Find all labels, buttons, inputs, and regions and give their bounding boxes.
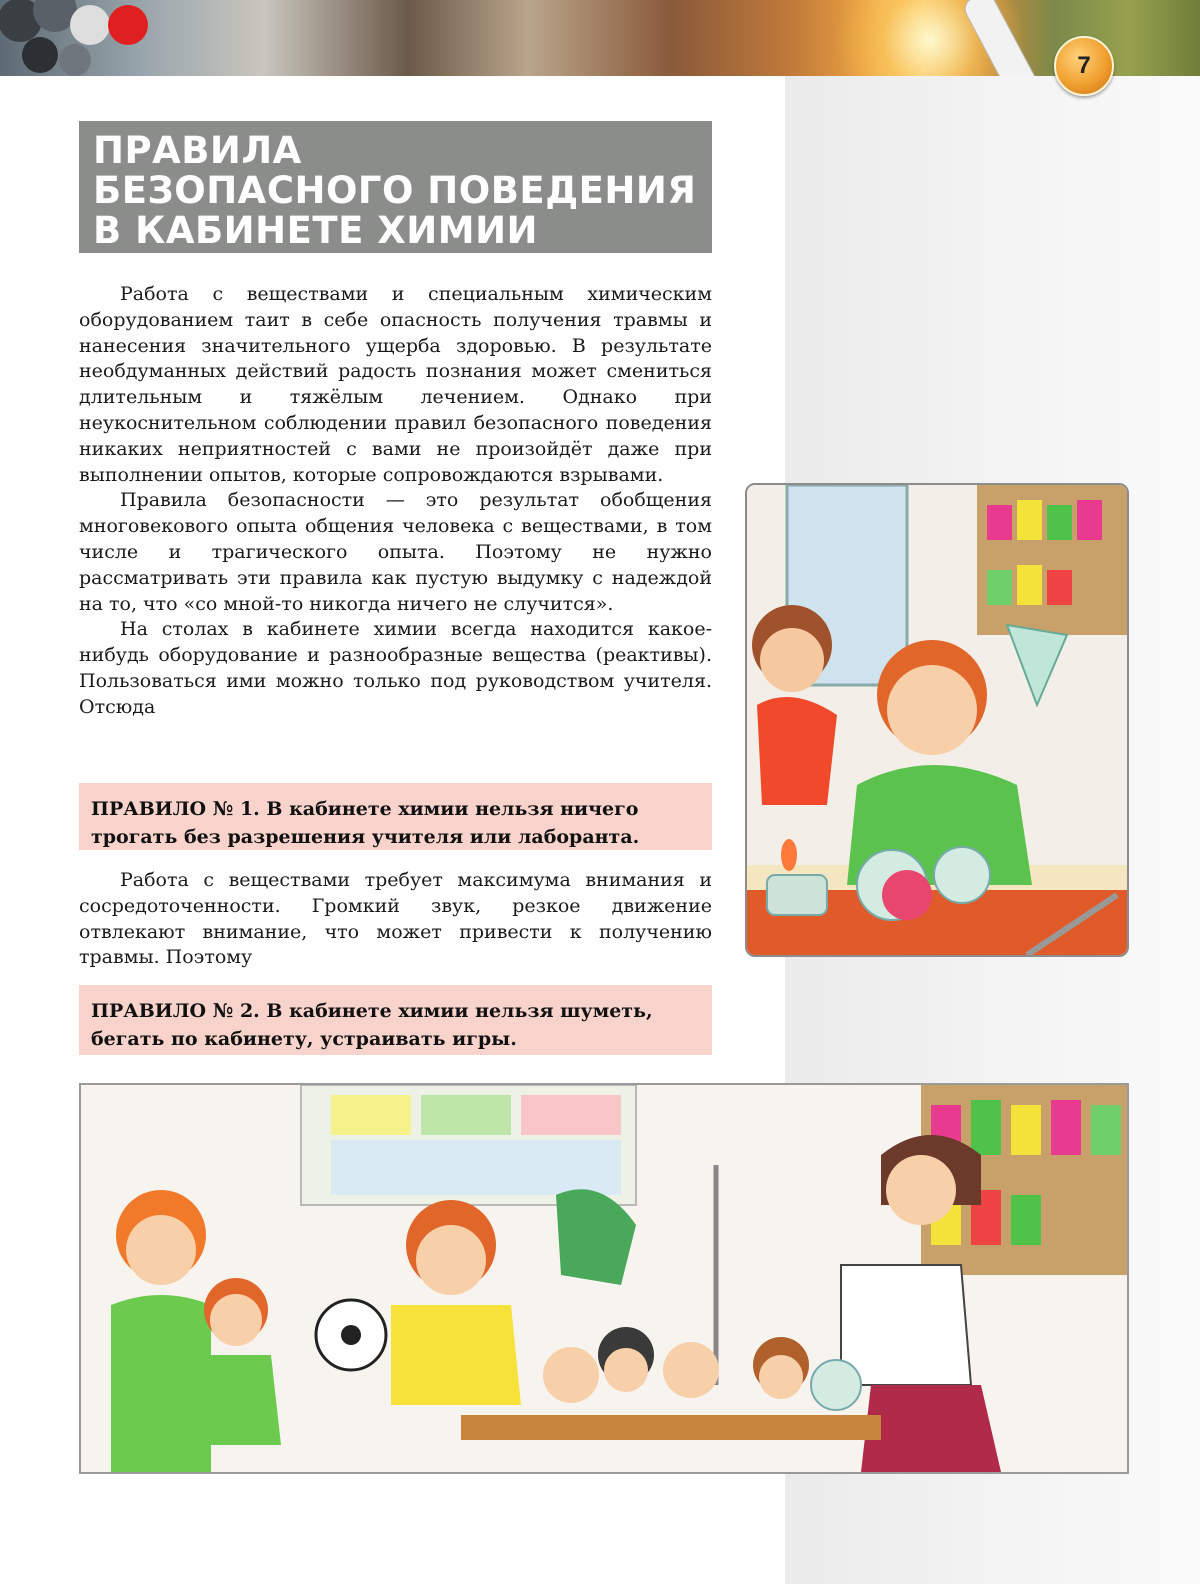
section-title — [93, 131, 696, 251]
attention-text — [79, 868, 712, 971]
paragraph: На столах в кабинете химии всегда находится какое-нибудь оборудование и разнообразные вещества (реактивы). Пользоваться ими можно только под руководством учителя. Отсюда — [79, 618, 712, 718]
rule-1-box — [79, 783, 712, 850]
rule-2-text: ПРАВИЛО № 2. В кабинете химии нельзя шуметь, бегать по кабинету, устраивать игры. — [91, 1000, 653, 1050]
paragraph: Правила безопасности — это результат обобщения многовекового опыта общения человека с веществами, в том числе и трагического опыта. Поэтому не нужно рассматривать эти правила как пустую выдумку с надеждой на то, что «со мной-то никогда ничего не случится». — [79, 489, 712, 615]
title-line-1: ПРАВИЛА — [93, 129, 302, 172]
rule-1-text: ПРАВИЛО № 1. В кабинете химии нельзя ничего трогать без разрешения учителя или лаборанта. — [91, 798, 640, 848]
boy-with-test-tube-illustration — [745, 483, 1129, 957]
rule-2-box — [79, 985, 712, 1055]
paragraph: Работа с веществами требует максимума внимания и сосредоточенности. Громкий звук, резкое движение отвлекают внимание, что может привести к получению травмы. Поэтому — [79, 869, 712, 969]
page-number-badge: 7 — [1054, 36, 1114, 96]
title-line-2: БЕЗОПАСНОГО ПОВЕДЕНИЯ — [93, 169, 697, 212]
classroom-children-playing-illustration — [79, 1083, 1129, 1474]
section-title-box — [79, 121, 712, 253]
illustration-drawing — [81, 1085, 1127, 1472]
intro-text — [79, 282, 712, 721]
illustration-drawing — [747, 485, 1127, 955]
header-banner — [0, 0, 1200, 76]
molecule-model-icon — [0, 0, 150, 76]
title-line-3: В КАБИНЕТЕ ХИМИИ — [93, 209, 539, 252]
paragraph: Работа с веществами и специальным химическим оборудованием таит в себе опасность получения травмы и нанесения значительного ущерба здоровью. В результате необдуманных действий радость познания может смениться длительным и тяжёлым лечением. Однако при неукоснительном соблюдении правил безопасного поведения никаких неприятностей с вами не произойдёт даже при выполнении опытов, которые сопровождаются взрывами. — [79, 283, 712, 486]
